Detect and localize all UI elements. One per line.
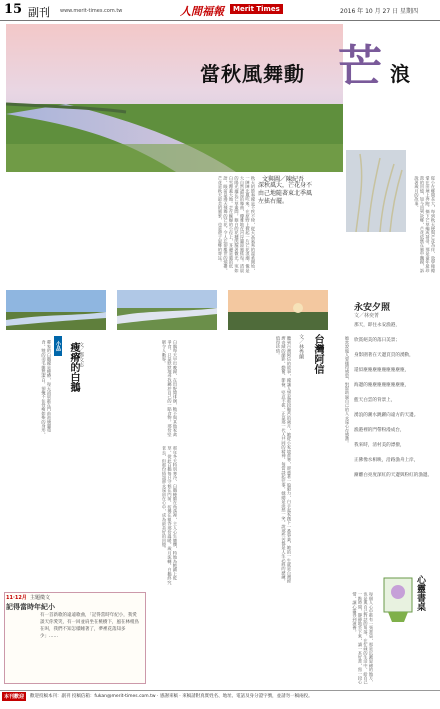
column-title: 心靈書桌	[415, 575, 425, 611]
essay-call-text: 有一首新歌的遠遠歌曲，「記得當時年紀小，我愛談天你愛笑，有一回並肩坐在桃樹下，風在林梢鳥在叫，我們不知怎樣睡著了，夢裡花落知多少」……	[40, 613, 139, 639]
poem-line: 身影圍著在天邊頁頁的湧動，	[354, 353, 414, 358]
photo-1	[6, 290, 106, 330]
poem-line: 還似塵塵塵塵塵塵塵塵塵，	[354, 368, 410, 373]
essay-call-subtitle: 記得當時年紀小	[6, 602, 55, 611]
article-body: 鄰家的白鵝總是瘦瘠，每天清晨都在門前池塘邊覓食，牠的羽毛雖然潔白，卻掩不住骨瘦如柴的身形。	[41, 340, 52, 437]
feature-credit: 文與圖／陳紀吾	[262, 176, 305, 183]
poem-line: 湧浪的潮水跳躍向遠方的天邊。	[354, 413, 419, 418]
newspaper-logo-en: Merit Times	[230, 4, 283, 14]
article-body-4: 她常說做人要懂得感恩，對幫助過自己的人永遠心存感激。	[345, 336, 350, 445]
page-number: 15	[4, 2, 23, 17]
feature-body-text: 秋天的節奏總是不疾不徐，從天高氣爽的溫柔開始，一陣陣北風吹來，在原野上掀起一片芒花浪潮，像是大自然譜寫的舞曲，優雅地在河岸邊迎風搖曳。清晨的陽光灑在芒草叢間，銀白的花穗閃耀著微光，宛如白雪覆蓋大地。走在蜿蜒的小徑上，耳邊是風的低語，眼前是漫天飛舞的芒花，令人忘卻塵世的煩擾。芒花是秋天最美的風景，也是遊子思鄉的寄託。	[218, 176, 256, 273]
poem-author: 文／林奕菁	[354, 313, 380, 319]
article-body-2: 白鵝每天早出晚歸，在田野間徘徊，牠不與其他家禽爭食，只是默默地尋找屬於自己的一點食物，那份堅韌令人動容。	[162, 340, 178, 437]
publish-date: 2016 年 10 月 27 日 星期四	[340, 8, 418, 15]
hero-photo	[6, 24, 343, 172]
poem-line: 我來時，清村美的漂撥，	[354, 443, 405, 448]
section-label: 副刊	[28, 6, 50, 19]
poem-line: 漸離白亮度深紅的天邊與粉紅的漁邊。	[354, 473, 433, 478]
newspaper-logo: 人間福報	[180, 5, 224, 18]
photo-2	[117, 290, 217, 330]
poem-body	[354, 322, 436, 487]
poem-line: 漁港裡的門帶粉漫成台，	[354, 428, 405, 433]
footer-tag: 本刊歡迎	[4, 694, 25, 700]
lower-right-text: 每個人心中都有一張書桌，那是沉澱思緒的地方，也是與自己對話的角落，在忙碌的生活中，給自己一點時間，靜靜地坐下來，讀一本好書，寫一段心情，讓心靈得到滋養。	[352, 592, 374, 685]
essay-call-tag: 11·12月	[6, 595, 27, 601]
poem-line: 正佛像水相映，沿路漁舟上岸，	[354, 458, 419, 463]
photo-3	[228, 290, 328, 330]
article-body-3: 聽到台灣阿信的故事，總讓人想起那段艱苦的歲月，她從小家境貧寒，卻憑著一股毅力，白手起家創下一番事業，她的一生就是台灣經濟奇蹟的縮影，勤奮、節儉、堅忍不拔，正是那一代人共同的精神，每當談起往事，她總是淡然一笑，說那些苦都是人生必經的歷練，值得珍惜。	[276, 336, 292, 584]
essay-call-label: 主題徵文	[30, 595, 51, 601]
article-tag: 小品	[54, 336, 62, 356]
feature-body-text-right: 從小在鄉間長大，每到秋天便與芒花為伴，放學後總愛在田埂上奔跑，摘下芒草編成掃帚，那是童年最珍貴的回憶，如今回到故鄉，芒花依舊在風中飄揚，訴說著歲月的故事。	[414, 176, 436, 273]
poem-line: 欣賞絕美的落日美景；	[354, 338, 400, 343]
desk-emblem	[380, 572, 416, 626]
article-author: 文／鄭文志	[78, 342, 84, 367]
feature-headline-pre: 當秋風舞動	[200, 62, 305, 86]
poem-title: 永安夕照	[354, 303, 391, 313]
lower-body-text: 那年冬天特別寒冷，白鵝蜷縮在角落裡，主人心生憐憫，特地為牠鋪上乾草，從此白鵝每日守候在門前，彷彿在報答那份溫暖，歲月流轉，白鵝終究老去，但那份情誼卻永遠留在心中，成為最美好的回憶。	[162, 446, 178, 585]
article-author-2: 文／林秀蘭	[298, 334, 304, 359]
poem-line: 那天，即往永安漁港，	[354, 323, 400, 328]
article-title: 瘦瘠的白鵝	[68, 342, 79, 392]
article-title-2: 台灣阿信	[312, 334, 323, 374]
site-url: www.merit-times.com.tw	[60, 8, 123, 14]
poem-line: 海邊的塵塵塵塵塵塵塵塵，	[354, 383, 410, 388]
feature-headline-post: 浪	[390, 62, 410, 86]
inset-caption: 深秋風大，芒花身不由己地隨著東北季風左搖右擺。	[258, 182, 313, 205]
feature-headline-accent: 芒	[338, 41, 382, 92]
poem-line: 藍天白雲的背景上，	[354, 398, 396, 403]
footer-text: 歡迎投稿本刊：副刊 投稿信箱：fukan@merit-times.com.tw · 感謝來稿 · 來稿請附真實姓名、地址、電話及身分證字號，並請勿一稿兩投。	[30, 694, 313, 699]
